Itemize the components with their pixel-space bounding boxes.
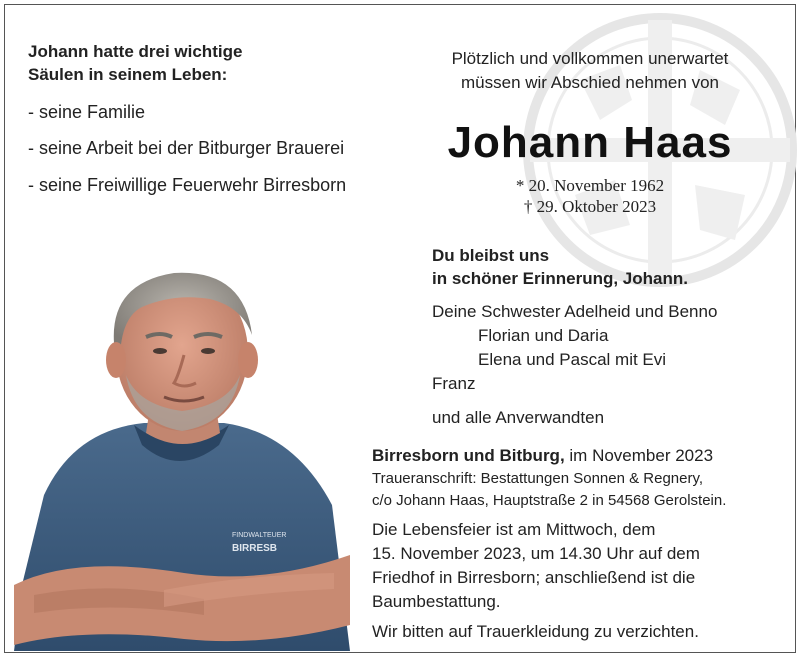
intro-line-2: Säulen in seinem Leben: (28, 65, 228, 84)
place-date (372, 446, 713, 466)
funeral-line-4: Baumbestattung. (372, 592, 501, 611)
funeral-info (372, 518, 700, 614)
birth-date: * 20. November 1962 (515, 176, 665, 195)
remembrance-line-1: Du bleibst uns (432, 246, 550, 265)
address-line-1: Traueranschrift: Bestattungen Sonnen & Regnery, (372, 470, 704, 487)
mourner-franz: Franz (432, 374, 476, 393)
shirt-print-line-2: BIRRESB (232, 543, 278, 554)
announcement (400, 47, 780, 95)
remembrance-text (432, 244, 688, 290)
mourner-sister: Deine Schwester Adelheid und Benno (432, 302, 718, 321)
place-location: Birresborn und Bitburg, (372, 446, 565, 465)
funeral-line-1: Die Lebensfeier ist am Mittwoch, dem (372, 520, 656, 539)
death-date: † 29. Oktober 2023 (523, 197, 657, 216)
announcement-line-1: Plötzlich und vollkommen unerwartet (451, 49, 729, 68)
pillar-family: - seine Familie (28, 102, 146, 122)
life-dates (400, 175, 780, 217)
shirt-print-line-1: FINDWALTEUER (232, 532, 287, 539)
mourner-florian: Florian und Daria (478, 326, 609, 345)
mourner-relatives: und alle Anverwandten (432, 408, 605, 427)
pillar-work: - seine Arbeit bei der Bitburger Brauerei (28, 138, 345, 158)
address-line-2: c/o Johann Haas, Hauptstraße 2 in 54568 Gerolstein. (372, 492, 727, 509)
funeral-line-3: Friedhof in Birresborn; anschließend ist die (372, 568, 696, 587)
portrait-photo (14, 255, 350, 651)
place-date-text: im November 2023 (569, 446, 714, 465)
intro-line-1: Johann hatte drei wichtige (28, 42, 243, 61)
dress-request: Wir bitten auf Trauerkleidung zu verzichten. (372, 622, 699, 641)
remembrance-line-2: in schöner Erinnerung, Johann. (432, 269, 688, 288)
intro-text (28, 40, 242, 86)
deceased-name: Johann Haas (447, 118, 733, 167)
pillar-fire-brigade: - seine Freiwillige Feuerwehr Birresborn (28, 175, 347, 195)
announcement-line-2: müssen wir Abschied nehmen von (461, 73, 719, 92)
mourner-elena: Elena und Pascal mit Evi (478, 350, 667, 369)
funeral-line-2: 15. November 2023, um 14.30 Uhr auf dem (372, 544, 700, 563)
